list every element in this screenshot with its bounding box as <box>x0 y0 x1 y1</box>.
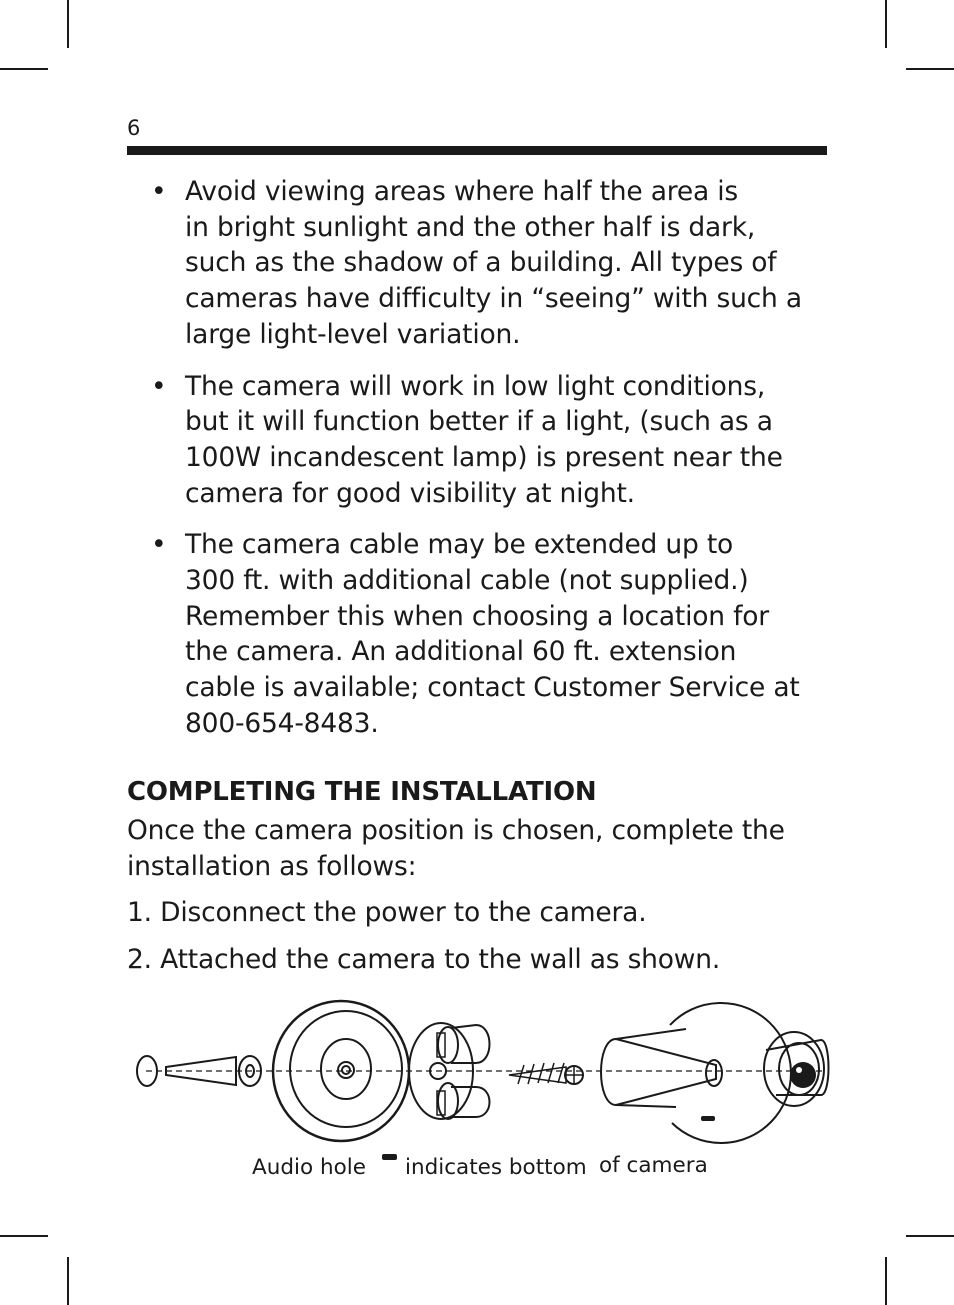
bullet-line: camera for good visibility at night. <box>185 477 635 509</box>
caption-indicates-bottom: indicates bottom <box>405 1155 587 1180</box>
bullet-dot: • <box>151 176 167 207</box>
bullet-line: 800-654-8483. <box>185 707 379 739</box>
crop-mark <box>906 68 954 70</box>
bullet-line: 300 ft. with additional cable (not supplied.) <box>185 565 749 597</box>
intro-line: Once the camera position is chosen, complete the <box>127 815 785 846</box>
bullet-line: in bright sunlight and the other half is dark, <box>185 211 756 243</box>
bottom-marker-legend-icon <box>382 1154 397 1160</box>
bullet-line: cameras have difficulty in “seeing” with such a <box>185 283 802 315</box>
installation-diagram <box>126 995 836 1155</box>
bottom-marker-icon <box>701 1116 715 1121</box>
caption-of-camera: of camera <box>599 1153 708 1178</box>
bullet-line: large light-level variation. <box>185 318 521 350</box>
bullet-item <box>127 527 837 741</box>
step-1: 1. Disconnect the power to the camera. <box>127 897 647 928</box>
camera-lens-icon <box>790 1062 816 1088</box>
bullet-line: the camera. An additional 60 ft. extension <box>185 636 737 668</box>
page-number: 6 <box>127 116 141 140</box>
bullet-line: 100W incandescent lamp) is present near the <box>185 441 783 473</box>
crop-mark <box>67 1257 69 1305</box>
crop-mark <box>885 1257 887 1305</box>
crop-mark <box>67 0 69 48</box>
bullet-dot: • <box>151 370 167 402</box>
crop-mark <box>0 1235 48 1237</box>
bullet-item <box>127 369 837 512</box>
section-intro <box>127 813 837 884</box>
bullet-item <box>127 174 837 353</box>
intro-line: installation as follows: <box>127 850 417 882</box>
bullet-line: Remember this when choosing a location for <box>185 600 769 632</box>
screw-icon <box>509 1063 583 1084</box>
section-title: COMPLETING THE INSTALLATION <box>127 777 597 807</box>
bullet-list <box>127 174 837 758</box>
bullet-line: cable is available; contact Customer Service at <box>185 672 800 704</box>
crop-mark <box>885 0 887 48</box>
lens-highlight-icon <box>796 1067 802 1073</box>
header-rule <box>127 146 827 155</box>
bullet-line: such as the shadow of a building. All types of <box>185 247 777 279</box>
crop-mark <box>0 68 48 70</box>
bullet-line: but it will function better if a light, (such as a <box>185 406 773 438</box>
bullet-line: The camera cable may be extended up to <box>185 529 734 561</box>
step-2: 2. Attached the camera to the wall as shown. <box>127 944 721 975</box>
caption-audio-hole: Audio hole <box>252 1155 366 1180</box>
crop-mark <box>906 1235 954 1237</box>
bullet-line: The camera will work in low light conditions, <box>185 370 766 402</box>
bullet-line: Avoid viewing areas where half the area is <box>185 176 738 207</box>
bullet-dot: • <box>151 529 167 561</box>
